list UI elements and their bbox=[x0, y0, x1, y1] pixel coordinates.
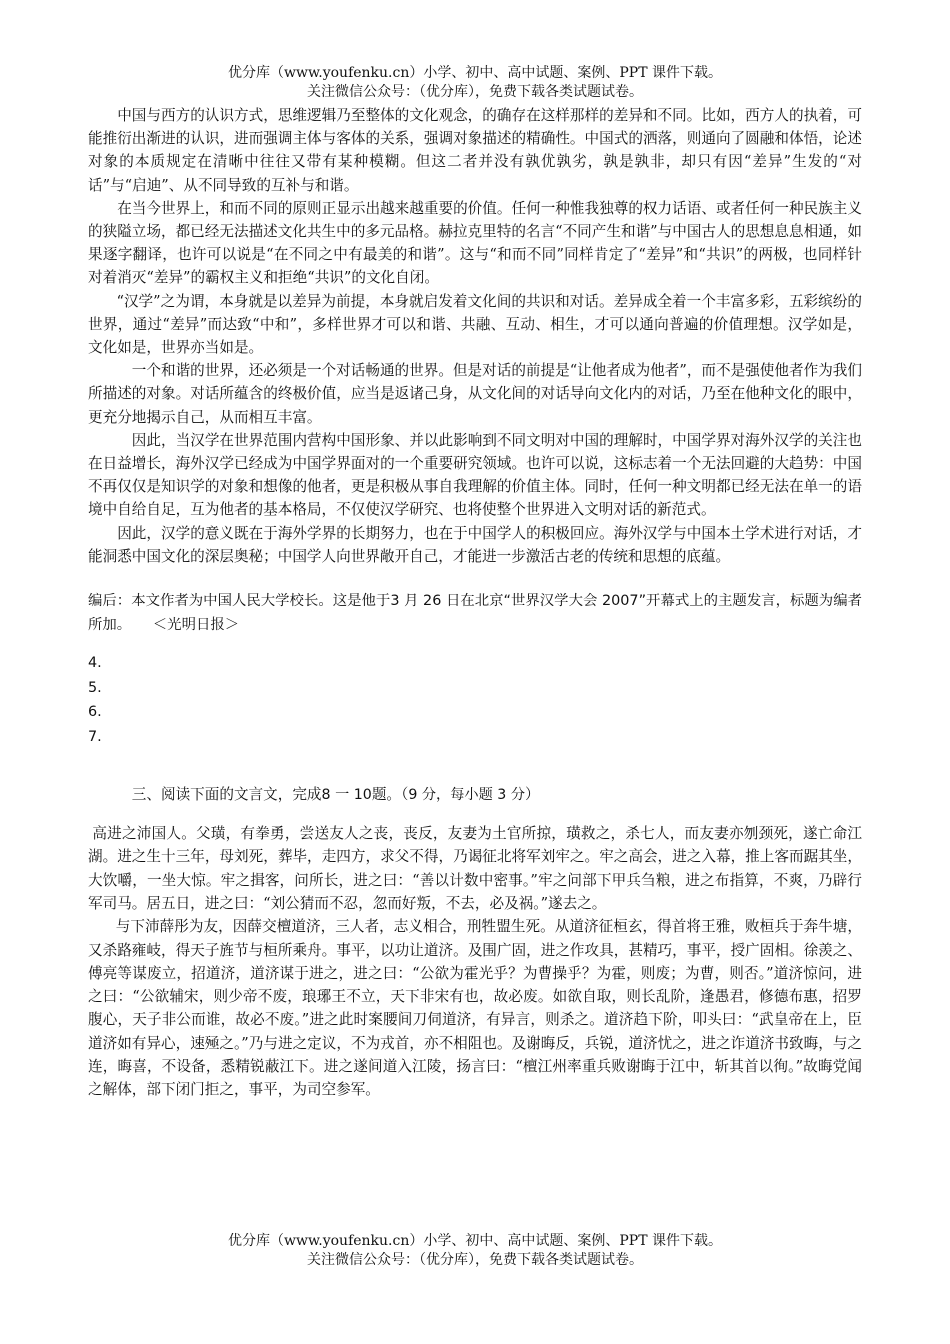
section-3-title bbox=[88, 783, 862, 807]
header-line-1: 优分库（www.youfenku.cn）小学、初中、高中试题、案例、PPT 课件下载。 bbox=[227, 65, 722, 81]
page-footer bbox=[0, 1232, 950, 1270]
footer-line-2: 关注微信公众号：（优分库），免费下载各类试题试卷。 bbox=[307, 1252, 643, 1268]
section-3-title-points: 9 分，每小题 3 分 bbox=[408, 787, 526, 804]
question-number: 7. bbox=[88, 728, 102, 745]
passage-paragraph-6: 因此，汉学的意义既在于海外学界的长期努力，也在于中国学人的积极回应。海外汉学与中国本土学术进行对话，才能洞悉中国文化的深层奥秘；中国学人向世界敞开自己，才能进一步激活古老的传统和思想的底蕴。 bbox=[88, 524, 862, 565]
passage-paragraph-2: 在当今世界上，和而不同的原则正显示出越来越重要的价值。任何一种惟我独尊的权力话语、或者任何一种民族主义的狭隘立场，都已经无法描述文化共生中的多元品格。赫拉克里特的名言“不同产生和谐”与中国古人的思想息息相通，如果逐字翻译，也许可以说是“在不同之中有最美的和谐”。这与“和而不同”同样肯定了“差异”和“共识”的两极，也同样针对着消灭“差异”的霸权主义和拒绝“共识”的文化自闭。 bbox=[88, 199, 862, 287]
main-content bbox=[88, 104, 862, 1102]
section-3-title-prefix: 三、阅读下面的文言文，完成 bbox=[131, 786, 322, 804]
section-3-title-range: 8 一 10 bbox=[321, 787, 372, 804]
postscript-source: ＜光明日报＞ bbox=[152, 617, 240, 634]
question-number: 5. bbox=[88, 679, 102, 696]
passage-paragraph-1: 中国与西方的认识方式，思维逻辑乃至整体的文化观念，的确存在这样那样的差异和不同。比如，西方人的执着，可能推衍出渐进的认识，进而强调主体与客体的关系，强调对象描述的精确性。中国式的洒落，则通向了圆融和体悟，论述对象的本质规定在清晰中往往又带有某种模糊。但这二者并没有孰优孰劣，孰是孰非，却只有因“差异”生发的“对话”与“启迪”、从不同导致的互补与和谐。 bbox=[88, 107, 862, 194]
question-number-list bbox=[88, 651, 862, 749]
postscript-date: 3 月 26 日在北京“世界汉学大会 2007”开幕式上的主题发言，标题为编者所加。 bbox=[88, 593, 862, 634]
postscript-text: 编后：本文作者为中国人民大学校长。这是他于 bbox=[88, 593, 391, 610]
classical-paragraph-2: 与下沛薛彤为友，因薛交檀道济，三人者，志义相合，刑牲盟生死。从道济征桓玄，得首将王雅，败桓兵于奔牛塘，又杀路雍岐，得天子旌节与桓所乘舟。事平，以功让道济。及围广固，进之作攻具，甚精巧，事平，授广固相。徐羡之、傅亮等谋废立，招道济，道济谋于进之，进之曰：“公欲为霍光乎？为曹操乎？为霍，则废；为曹，则否。”道济惊问，进之曰：“公欲辅宋，则少帝不废，琅琊王不立，天下非宋有也，故必废。如欲自取，则长乱阶，逢愚君，修德布惠，招罗腹心，天子非公而谁，故必不废。”进之此时案腰间刀伺道济，有异言，则杀之。道济趋下阶，叩头曰：“武皇帝在上，臣道济如有异心，速殛之。”乃与进之定议，不为戎首，亦不相阻也。及谢晦反，兵锐，道济忧之，进之诈道济书致晦，与之连，晦喜，不设备，悉精锐蔽江下。进之遂间道入江陵，扬言曰：“檀江州率重兵败谢晦于江中，斩其首以徇。”故晦党闻之解体，部下闭门拒之，事平，为司空参军。 bbox=[88, 918, 862, 1099]
passage-paragraph-4: 一个和谐的世界，还必须是一个对话畅通的世界。但是对话的前提是“让他者成为他者”，而不是强使他者作为我们所描述的对象。对话所蕴含的终极价值，应当是返诸己身，从文化间的对话导向文化内的对话，乃至在他种文化的眼中，更充分地揭示自己，从而相互丰富。 bbox=[88, 362, 862, 426]
passage-paragraph-3: “汉学”之为谓，本身就是以差异为前提，本身就启发着文化间的共识和对话。差异成全着一个丰富多彩，五彩缤纷的世界，通过“差异”而达致“中和”，多样世界才可以和谐、共融、互动、相生，才可以通向普遍的价值理想。汉学如是，文化如是，世界亦当如是。 bbox=[88, 292, 862, 357]
classical-chinese-passage bbox=[88, 822, 862, 1102]
footer-line-1: 优分库（www.youfenku.cn）小学、初中、高中试题、案例、PPT 课件下载。 bbox=[227, 1233, 722, 1249]
passage-paragraph-5: 因此，当汉学在世界范围内营构中国形象、并以此影响到不同文明对中国的理解时，中国学界对海外汉学的关注也在日益增长，海外汉学已经成为中国学界面对的一个重要研究领域。也许可以说，这标志着一个无法回避的大趋势：中国不再仅仅是知识学的对象和想像的他者，更是积极从事自我理解的价值主体。同时，任何一种文明都已经无法在单一的语境中自给自足，互为他者的基本格局，不仅使汉学研究、也将使整个世界进入文明对话的新范式。 bbox=[88, 431, 862, 519]
header-line-2: 关注微信公众号：（优分库），免费下载各类试题试卷。 bbox=[307, 84, 643, 100]
page-header bbox=[0, 64, 950, 102]
section-3-title-mid: 题。（ bbox=[371, 786, 409, 804]
classical-paragraph-1: 高进之沛国人。父璜，有拳勇，尝送友人之丧，丧反，友妻为土官所掠，璜救之，杀七人，而友妻亦刎颈死，遂亡命江湖。进之生十三年，母刘死，葬毕，走四方，求父不得，乃谒征北将军刘牢之。牢之高会，进之入幕，推上客而踞其坐，大饮嚼，一坐大惊。牢之揖客，问所长，进之曰：“善以计数中密事。”牢之问部下甲兵刍粮，进之布指算，不爽，乃辟行军司马。居五日，进之曰：“刘公猜而不忍，忽而好叛，不去，必及祸。”遂去之。 bbox=[88, 825, 862, 912]
question-number: 6. bbox=[88, 704, 102, 721]
editor-postscript bbox=[88, 589, 862, 637]
section-3-title-suffix: ） bbox=[525, 786, 540, 804]
question-number: 4. bbox=[88, 655, 102, 672]
